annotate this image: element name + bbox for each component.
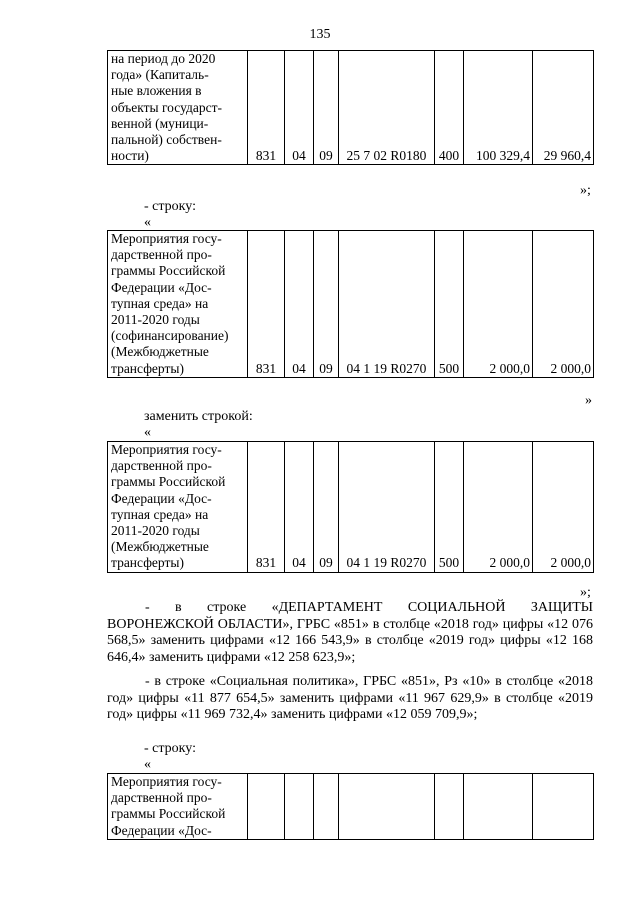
row-name-cell [108,51,248,165]
name-line: 2011-2020 годы [111,523,200,539]
rz-cell: 04 [285,51,314,165]
year-2019-cell: 2 000,0 [533,231,594,378]
budget-table-1 [107,50,594,165]
paragraph-social-policy: - в строке «Социальная политика», ГРБС «851», Рз «10» в столбце «2018 год» цифры «11 877 654,5» заменить цифрами «11 967 629,9» в столбце «2019 год» цифры «11 969 732,4» заменить цифрами «12 059 709,9»; [107,674,593,722]
table-row [108,774,594,840]
budget-table-4 [107,773,594,840]
closing-quote: »; [580,585,591,600]
name-line: дарственной про- [111,790,212,806]
year-2018-cell: 2 000,0 [464,442,533,573]
rz-cell: 04 [285,442,314,573]
table-row [108,442,594,573]
name-line: года» (Капиталь- [111,67,209,83]
csr-cell: 04 1 19 R0270 [339,442,435,573]
csr-cell: 25 7 02 R0180 [339,51,435,165]
name-line: ности) [111,148,149,164]
csr-cell: 04 1 19 R0270 [339,231,435,378]
rz-cell [285,774,314,840]
row-name-cell [108,442,248,573]
vr-cell [435,774,464,840]
year-2019-cell: 29 960,4 [533,51,594,165]
row-name-cell [108,774,248,840]
table-row [108,51,594,165]
name-line: граммы Российской [111,263,226,279]
name-line: на период до 2020 [111,51,216,66]
name-line: дарственной про- [111,247,212,263]
name-line: Мероприятия госу- [111,442,222,457]
budget-table-3 [107,441,594,573]
name-line: граммы Российской [111,474,226,490]
name-line: граммы Российской [111,806,226,822]
opening-quote: « [144,757,151,772]
name-line: Федерации «Дос- [111,490,212,506]
label-stroku: - строку: [144,199,196,214]
name-line: объекты государст- [111,99,222,115]
name-line: Федерации «Дос- [111,822,212,838]
name-line: трансферты) [111,555,184,571]
vr-cell: 500 [435,442,464,573]
year-2019-cell: 2 000,0 [533,442,594,573]
vr-cell: 500 [435,231,464,378]
vr-cell: 400 [435,51,464,165]
paragraph-department: - в строке «ДЕПАРТАМЕНТ СОЦИАЛЬНОЙ ЗАЩИТЫ ВОРОНЕЖСКОЙ ОБЛАСТИ», ГРБС «851» в столбце «2018 год» цифры «12 076 568,5» заменить цифрами «12 166 543,9» в столбце «2019 год» цифры «12 168 646,4» заменить цифрами «12 258 623,9»; [107,600,593,665]
name-line: Мероприятия госу- [111,774,222,789]
pr-cell: 09 [314,231,339,378]
opening-quote: « [144,215,151,230]
name-line: ные вложения в [111,83,202,99]
name-line: венной (муници- [111,115,209,131]
name-line: Федерации «Дос- [111,279,212,295]
pr-cell: 09 [314,442,339,573]
opening-quote: « [144,425,151,440]
grbs-cell: 831 [248,231,285,378]
name-line: Мероприятия госу- [111,231,222,246]
year-2018-cell [464,774,533,840]
name-line: тупная среда» на [111,506,209,522]
grbs-cell [248,774,285,840]
table-row [108,231,594,378]
row-name-cell [108,231,248,378]
name-line: (Межбюджетные [111,344,209,360]
budget-table-2 [107,230,594,378]
year-2018-cell: 100 329,4 [464,51,533,165]
page-number: 135 [309,27,331,42]
grbs-cell: 831 [248,442,285,573]
pr-cell [314,774,339,840]
name-line: (софинансирование) [111,328,229,344]
closing-quote: » [585,393,592,408]
name-line: 2011-2020 годы [111,312,200,328]
name-line: дарственной про- [111,458,212,474]
grbs-cell: 831 [248,51,285,165]
label-replace: заменить строкой: [144,409,253,424]
csr-cell [339,774,435,840]
year-2018-cell: 2 000,0 [464,231,533,378]
name-line: пальной) собствен- [111,132,222,148]
label-stroku: - строку: [144,741,196,756]
name-line: трансферты) [111,360,184,376]
name-line: тупная среда» на [111,295,209,311]
pr-cell: 09 [314,51,339,165]
name-line: (Межбюджетные [111,539,209,555]
closing-quote: »; [580,183,591,198]
rz-cell: 04 [285,231,314,378]
year-2019-cell [533,774,594,840]
